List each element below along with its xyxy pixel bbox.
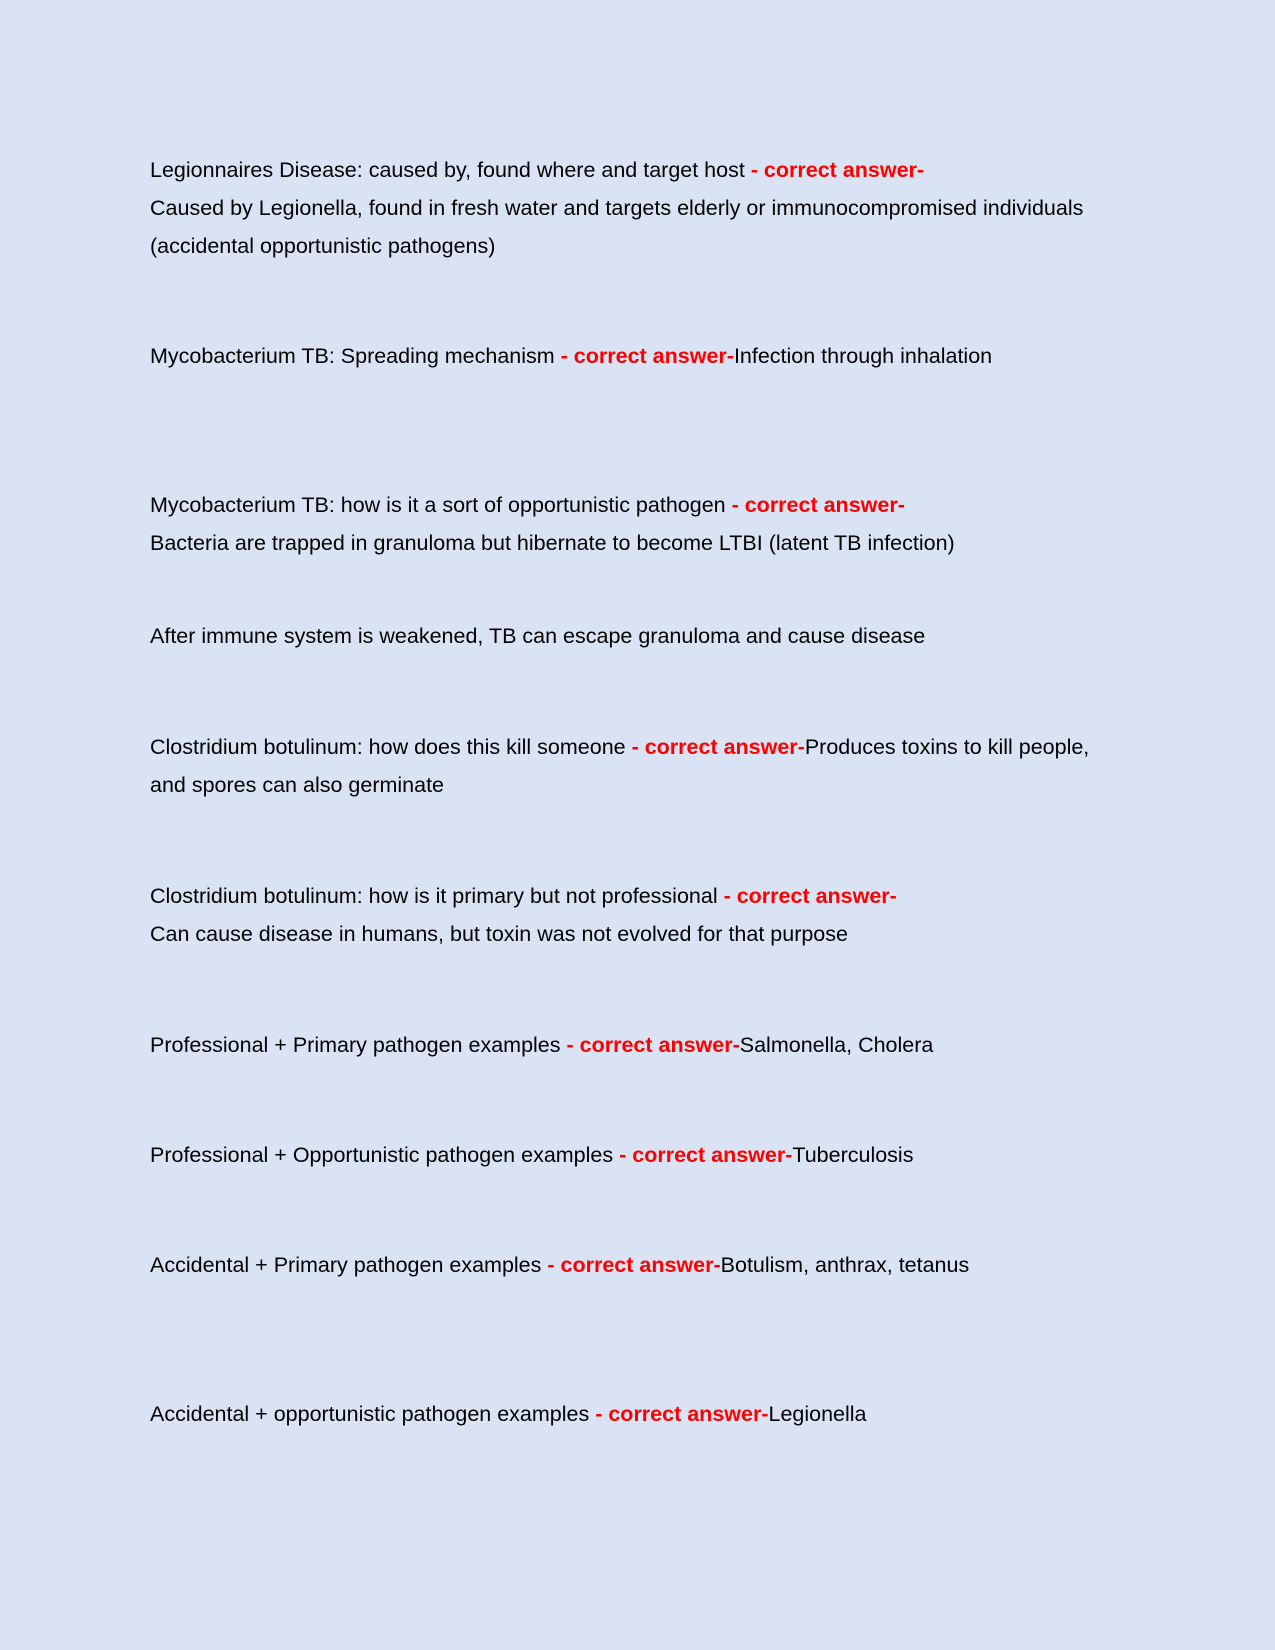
answer-text: Legionella [768, 1402, 867, 1426]
flashcard-entry [150, 1395, 1115, 1433]
flashcard-entry [150, 877, 1115, 953]
answer-text: Can cause disease in humans, but toxin was not evolved for that purpose [150, 922, 848, 946]
answer-text: Tuberculosis [792, 1143, 914, 1167]
question-text: Mycobacterium TB: Spreading mechanism [150, 344, 561, 368]
answer-text: Produces toxins to kill people, and spores can also germinate [150, 735, 1090, 797]
answer-text: Infection through inhalation [733, 344, 993, 368]
answer-label: - correct answer- [560, 344, 734, 368]
question-text: Clostridium botulinum: how is it primary but not professional [150, 884, 724, 908]
answer-text: Caused by Legionella, found in fresh water and targets elderly or immunocompromised individuals (accidental opportunistic pathogens) [150, 196, 1084, 258]
answer-label: - correct answer- [566, 1033, 740, 1057]
question-text: Accidental + Primary pathogen examples [150, 1253, 548, 1277]
flashcard-entry [150, 486, 1115, 562]
question-text: Mycobacterium TB: how is it a sort of opportunistic pathogen [150, 493, 732, 517]
answer-text: After immune system is weakened, TB can escape granuloma and cause disease [150, 624, 926, 648]
answer-continuation [150, 617, 1115, 655]
question-text: Professional + Primary pathogen examples [150, 1033, 567, 1057]
flashcard-entry [150, 728, 1115, 804]
answer-text: Bacteria are trapped in granuloma but hibernate to become LTBI (latent TB infection) [150, 531, 955, 555]
answer-label: - correct answer- [723, 884, 897, 908]
question-text: Clostridium botulinum: how does this kill someone [150, 735, 632, 759]
answer-label: - correct answer- [631, 735, 805, 759]
answer-label: - correct answer- [731, 493, 905, 517]
flashcard-entry [150, 151, 1115, 265]
flashcard-entry [150, 1136, 1115, 1174]
answer-text: Salmonella, Cholera [739, 1033, 934, 1057]
answer-label: - correct answer- [750, 158, 925, 182]
question-text: Legionnaires Disease: caused by, found where and target host [150, 158, 751, 182]
flashcard-entry [150, 337, 1115, 375]
answer-label: - correct answer- [619, 1143, 793, 1167]
answer-label: - correct answer- [547, 1253, 721, 1277]
answer-text: Botulism, anthrax, tetanus [720, 1253, 970, 1277]
flashcard-entry [150, 1246, 1115, 1284]
question-text: Accidental + opportunistic pathogen examples [150, 1402, 596, 1426]
question-text: Professional + Opportunistic pathogen examples [150, 1143, 620, 1167]
answer-label: - correct answer- [595, 1402, 769, 1426]
flashcard-entry [150, 1026, 1115, 1064]
